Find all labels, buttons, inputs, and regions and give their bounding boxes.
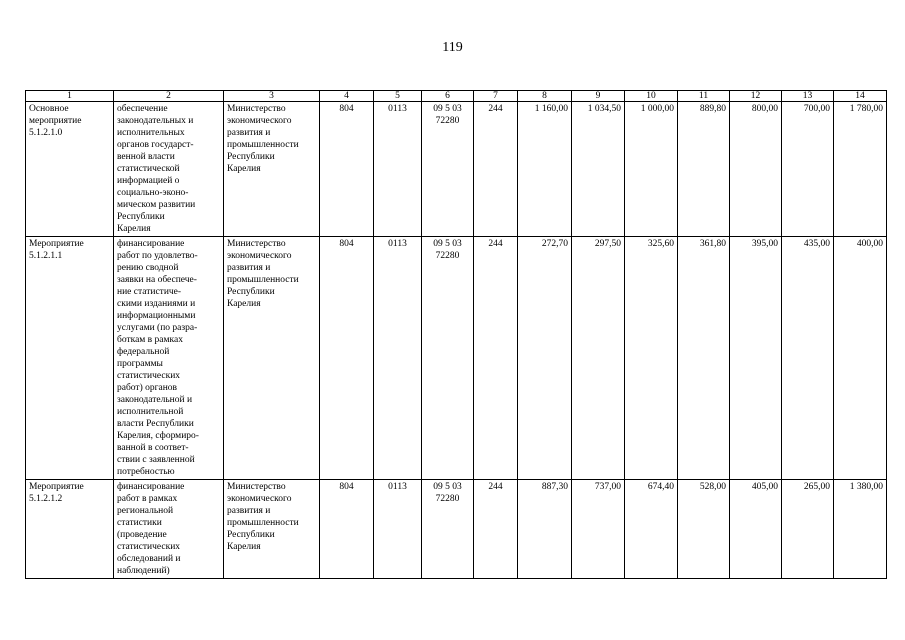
code-cell: 09 5 03 72280 [422, 480, 474, 579]
value-cell: 265,00 [782, 480, 834, 579]
column-header: 9 [572, 91, 625, 102]
event-description-cell: обеспечение законодательных и исполнительных органов государст- венной власти статистической информацией о социально-эконо- мическом развитии Республики Карелия [114, 102, 224, 237]
value-cell: 800,00 [730, 102, 782, 237]
event-name-cell: Основное мероприятие 5.1.2.1.0 [26, 102, 114, 237]
column-header: 3 [224, 91, 320, 102]
code-cell: 804 [320, 480, 374, 579]
value-cell: 889,80 [678, 102, 730, 237]
column-header: 5 [374, 91, 422, 102]
header-row [26, 91, 887, 102]
event-description-cell: финансирование работ по удовлетво- рению сводной заявки на обеспече- ние статистиче- скими изданиями и информационными услугами (по разра- боткам в рамках федеральной программы статистических работ) органов законодательной и исполнительной власти Республики Карелия, сформиро- ванной в соответ- ствии с заявленной потребностью [114, 237, 224, 480]
value-cell: 737,00 [572, 480, 625, 579]
value-cell: 361,80 [678, 237, 730, 480]
column-header: 2 [114, 91, 224, 102]
column-header: 1 [26, 91, 114, 102]
event-name-cell: Мероприятие 5.1.2.1.1 [26, 237, 114, 480]
table-row [26, 102, 887, 237]
value-cell: 528,00 [678, 480, 730, 579]
ministry-cell: Министерство экономического развития и промышленности Республики Карелия [224, 102, 320, 237]
column-header: 7 [474, 91, 518, 102]
code-cell: 09 5 03 72280 [422, 102, 474, 237]
value-cell: 325,60 [625, 237, 678, 480]
page-number: 119 [442, 40, 463, 55]
code-cell: 0113 [374, 480, 422, 579]
column-header: 12 [730, 91, 782, 102]
code-cell: 244 [474, 102, 518, 237]
value-cell: 1 034,50 [572, 102, 625, 237]
value-cell: 1 160,00 [518, 102, 572, 237]
value-cell: 674,40 [625, 480, 678, 579]
value-cell: 435,00 [782, 237, 834, 480]
value-cell: 297,50 [572, 237, 625, 480]
table-row [26, 480, 887, 579]
column-header: 8 [518, 91, 572, 102]
column-header: 10 [625, 91, 678, 102]
code-cell: 804 [320, 102, 374, 237]
value-cell: 1 780,00 [834, 102, 887, 237]
value-cell: 1 000,00 [625, 102, 678, 237]
ministry-cell: Министерство экономического развития и промышленности Республики Карелия [224, 237, 320, 480]
budget-table [25, 90, 887, 579]
code-cell: 244 [474, 480, 518, 579]
ministry-cell: Министерство экономического развития и промышленности Республики Карелия [224, 480, 320, 579]
code-cell: 0113 [374, 102, 422, 237]
value-cell: 272,70 [518, 237, 572, 480]
value-cell: 405,00 [730, 480, 782, 579]
code-cell: 09 5 03 72280 [422, 237, 474, 480]
value-cell: 700,00 [782, 102, 834, 237]
value-cell: 400,00 [834, 237, 887, 480]
code-cell: 804 [320, 237, 374, 480]
column-header: 6 [422, 91, 474, 102]
code-cell: 0113 [374, 237, 422, 480]
value-cell: 1 380,00 [834, 480, 887, 579]
event-description-cell: финансирование работ в рамках региональной статистики (проведение статистических обследований и наблюдений) [114, 480, 224, 579]
value-cell: 395,00 [730, 237, 782, 480]
column-header: 4 [320, 91, 374, 102]
column-header: 11 [678, 91, 730, 102]
table-row [26, 237, 887, 480]
code-cell: 244 [474, 237, 518, 480]
value-cell: 887,30 [518, 480, 572, 579]
column-header: 14 [834, 91, 887, 102]
column-header: 13 [782, 91, 834, 102]
event-name-cell: Мероприятие 5.1.2.1.2 [26, 480, 114, 579]
